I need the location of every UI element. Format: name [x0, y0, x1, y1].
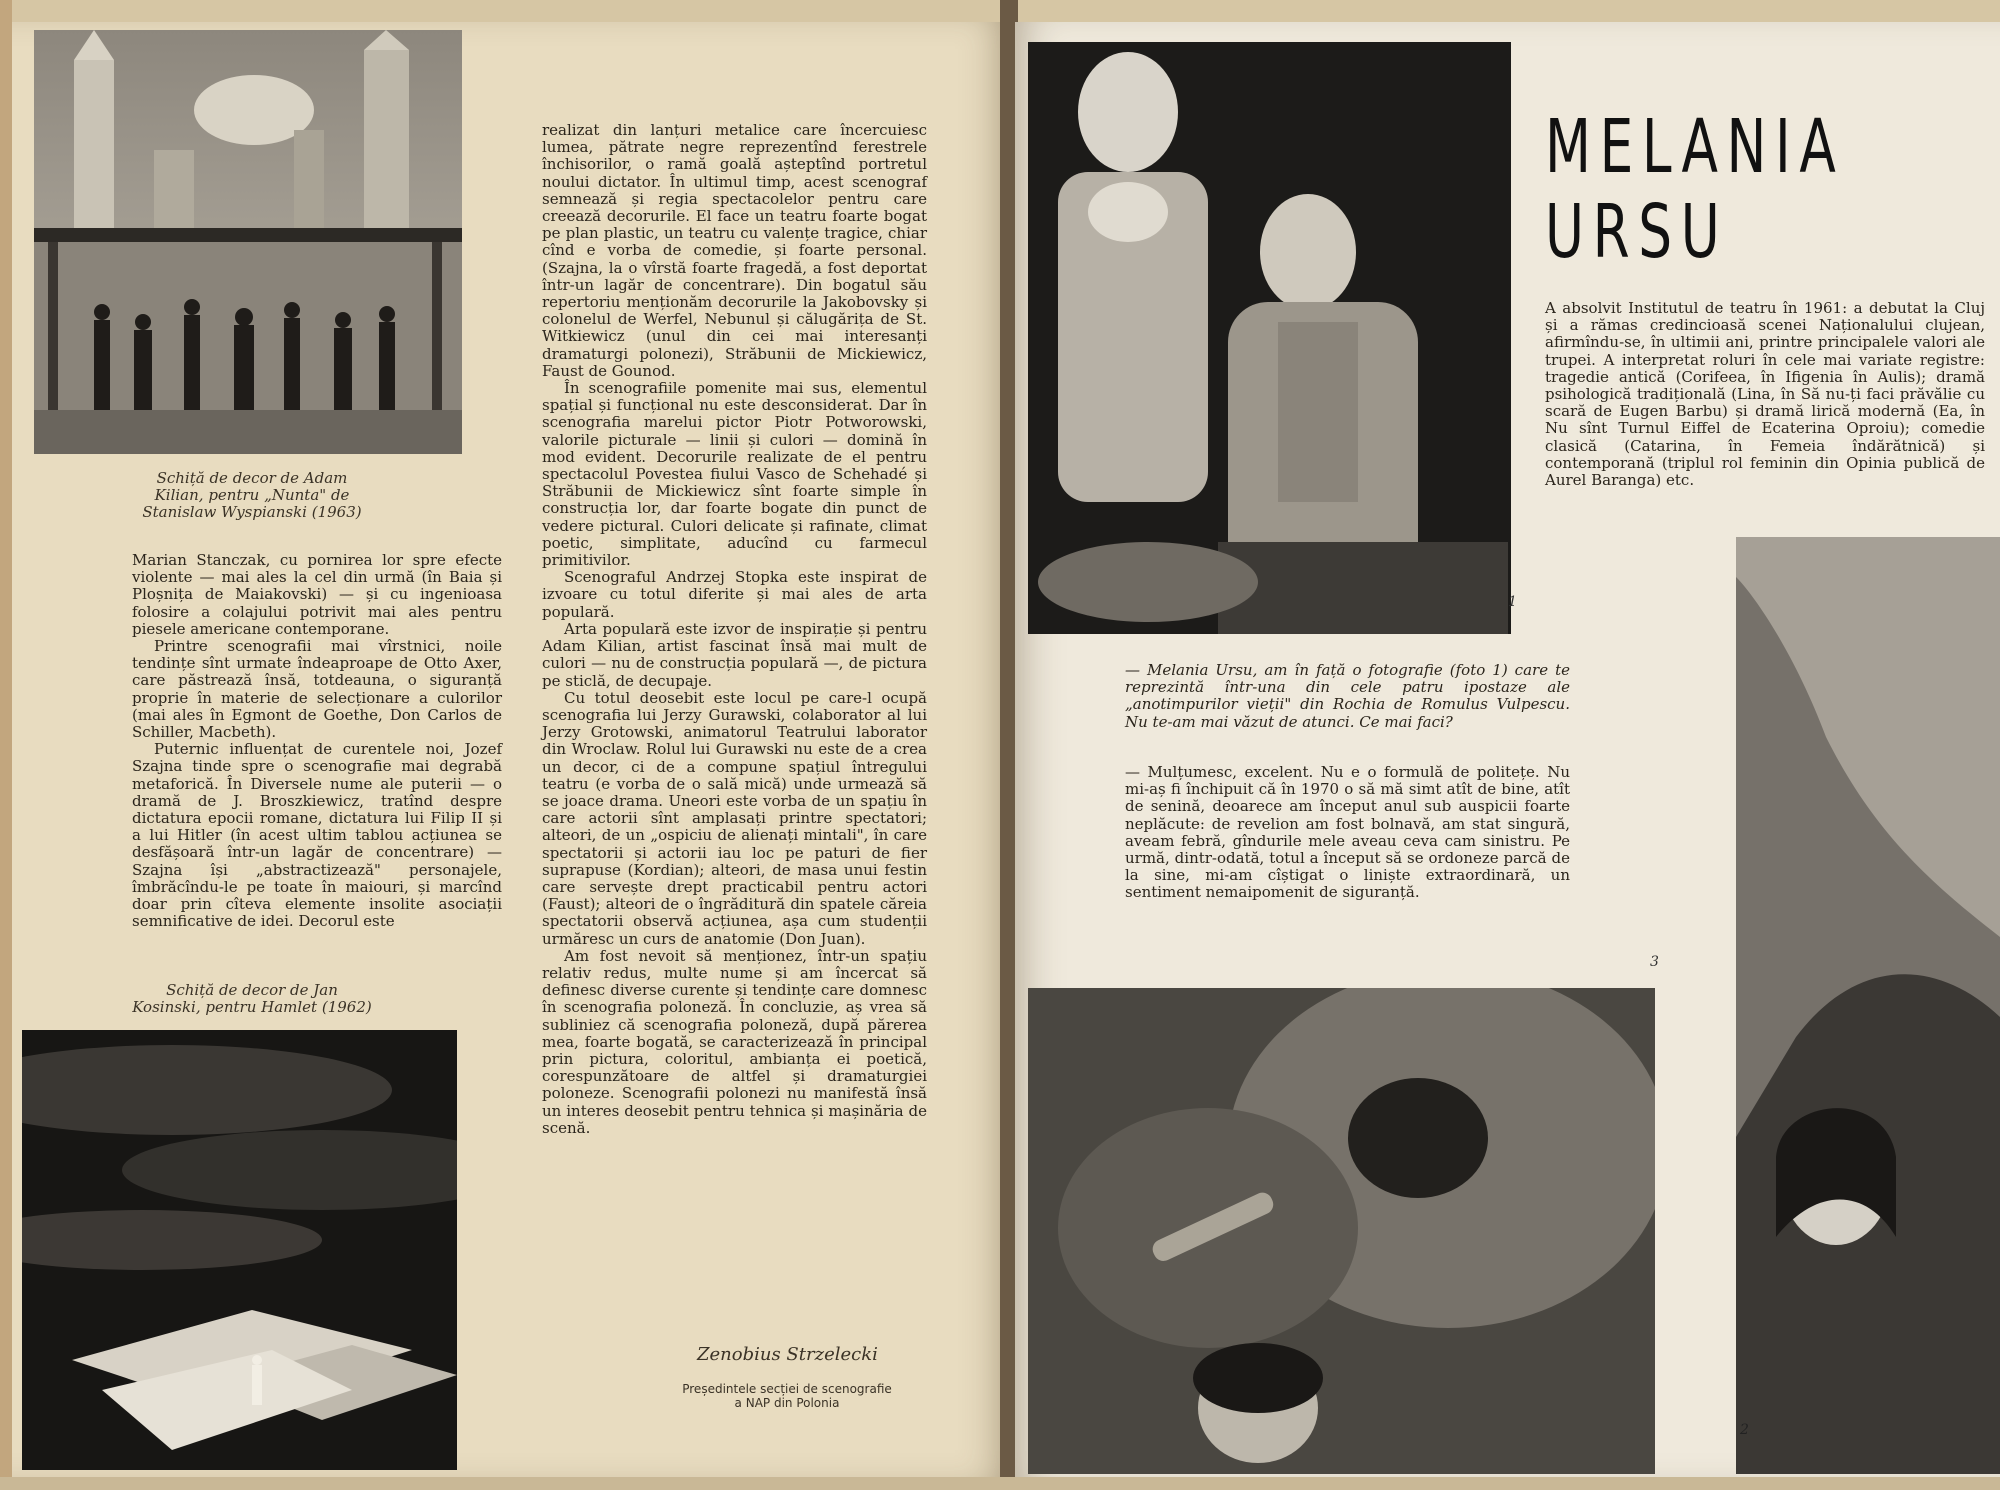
article-title-line-1: MELANIA	[1545, 104, 1845, 190]
caption-nunta-sketch: Schiță de decor de Adam Kilian, pentru „Nunta" de Stanislaw Wyspianski (1963)	[142, 469, 362, 521]
interview-question: — Melania Ursu, am în față o fotografie (foto 1) care te reprezintă într-una din cele patru ipostaze ale „anotimpurilor vieții" din Rochia de Romulus Vulpescu. Nu te-am mai văzut de atunci. Ce mai faci?	[1125, 661, 1570, 731]
paragraph: Marian Stanczak, cu pornirea lor spre efecte violente — mai ales la cel din urmă (în Baia și Ploșnița de Maiakovski) — și cu ingenioasa folosire a colajului potrivit mai ales pentru piesele americane contemporane.	[132, 551, 502, 638]
page-edge-left	[0, 0, 12, 1490]
author-role-line-2: a NAP din Polonia	[734, 1396, 840, 1410]
photo-number-1: 1	[1508, 594, 1517, 610]
stage-sketch-illustration	[34, 30, 462, 454]
left-column-1	[132, 552, 502, 930]
interview-answer: — Mulțumesc, excelent. Nu e o formulă de politețe. Nu mi-aș fi închipuit că în 1970 o să mă simt atît de bine, atît de senină, deoarece am început anul sub auspicii foarte neplăcute: de revelion am fost bolnavă, am stat singură, aveam febră, gîndurile mele aveau ceva cam sinistru. Pe urmă, dintr-odată, totul a început să se ordoneze parcă de la sine, mi-am cîștigat o liniște extraordinară, un sentiment nemaipomenit de siguranță.	[1125, 763, 1570, 902]
photo-number-3: 3	[1650, 954, 1659, 970]
author-role-line-1: Președintele secției de scenografie	[682, 1382, 892, 1396]
stage-sketch-photo-nunta	[34, 30, 462, 454]
photo-3-actress-reclining	[1028, 988, 1655, 1474]
paragraph: realizat din lanțuri metalice care încercuiesc lumea, pătrate negre reprezentînd ferestrele închisorilor, o ramă goală așteptînd portretul noului dictator. În ultimul timp, acest scenograf semnează și regia spectacolelor pentru care creează decorurile. El face un teatru foarte bogat pe plan plastic, un teatru cu valențe tragice, chiar cînd e vorba de comedie, și foarte personal. (Szajna, la o vîrstă foarte fragedă, a fost deportat într-un lagăr de concentrare). Din bogatul său repertoriu menționăm decorurile la Jakobovsky și colonelul de Werfel, Nebunul și călugărița de St. Witkiewicz (unul din cei mai interesanți dramaturgi polonezi), Străbunii de Mickiewicz, Faust de Gounod.	[542, 121, 927, 380]
page-edge-bottom	[0, 1477, 2000, 1490]
paragraph: Am fost nevoit să menționez, într-un spațiu relativ redus, multe nume și am încercat să definesc diverse curente și tendințe care domnesc în scenografia poloneză. În concluzie, aș vrea să subliniez că scenografia poloneză, după părerea mea, foarte bogată, se caracterizează în principal prin pictura, coloritul, ambianța ei poetică, corespunzătoare de altfel și dramaturgiei poloneze. Scenografii polonezi nu manifestă însă un interes deosebit pentru tehnica și mașinăria de scenă.	[542, 946, 927, 1137]
paragraph: Scenograful Andrzej Stopka este inspirat de izvoare cu totul diferite și mai ales de arta populară.	[542, 568, 927, 621]
caption-hamlet-sketch: Schiță de decor de Jan Kosinski, pentru Hamlet (1962)	[132, 981, 372, 1016]
photo-3-illustration	[1028, 988, 1655, 1474]
paragraph: Arta populară este izvor de inspirație și pentru Adam Kilian, artist fascinat însă mai mult de culori — nu de construcția populară —, de pictura pe sticlă, de decupaje.	[542, 619, 927, 690]
photo-1-illustration	[1028, 42, 1511, 634]
photo-1-two-actresses	[1028, 42, 1511, 634]
left-page	[12, 22, 1012, 1477]
stage-sketch-hamlet-illustration	[22, 1030, 457, 1470]
stage-sketch-photo-hamlet	[22, 1030, 457, 1470]
left-column-2	[542, 122, 927, 1137]
photo-number-2: 2	[1740, 1422, 1749, 1438]
paragraph: Puternic influențat de curentele noi, Jozef Szajna tinde spre o scenografie mai degrabă metaforică. În Diversele nume ale puterii — o dramă de J. Broszkiewicz, tratînd despre dictatura epocii romane, dictatura lui Filip II și a lui Hitler (în acest ultim tablou acțiunea se desfășoară într-un lagăr de concentrare) — Szajna își „abstractizează" personajele, îmbrăcîndu-le pe toate în maiouri, și marcînd doar prin cîteva elemente insolite asociații semnificative de idei. Decorul este	[132, 740, 502, 931]
photo-2-illustration	[1736, 537, 2000, 1474]
photo-2-actress-portrait	[1736, 537, 2000, 1474]
paragraph: Cu totul deosebit este locul pe care-l ocupă scenografia lui Jerzy Gurawski, colaborator al lui Jerzy Grotowski, animatorul Teatrului laborator din Wroclaw. Rolul lui Gurawski nu este de a crea un decor, ci de a compune spațiul întregului teatru (e vorba de o sală mică) unde urmează să se joace drama. Uneori este vorba de un spațiu în care actorii sînt amplasați printre spectatori; alteori, de un „ospiciu de alienați mintali", în care spectatorii și actorii iau loc pe paturi de fier suprapuse (Kordian); alteori, de masa unui festin care servește drept practicabil pentru actori (Faust); alteori de o îngrăditură din spatele căreia spectatorii observă acțiunea, așa cum studenții urmăresc un curs de anatomie (Don Juan).	[542, 688, 927, 948]
actress-bio: A absolvit Institutul de teatru în 1961: a debutat la Cluj și a rămas credincioasă scenei Naționalului clujean, afirmîndu-se, în ultimii ani, printre principalele valori ale trupei. A interpretat roluri în cele mai variate registre: tragedie antică (Corifeea, în Ifigenia în Aulis); dramă psihologică tradițională (Lina, în Să nu-ți faci prăvălie cu scară de Eugen Barbu) și dramă lirică modernă (Ea, în Nu sînt Turnul Eiffel de Ecaterina Oproiu); comedie clasică (Catarina, în Femeia îndărătnică) și contemporană (triplul rol feminin din Opinia publică de Aurel Baranga) etc.	[1545, 299, 1985, 490]
article-title-line-2: URSU	[1545, 189, 1729, 275]
paragraph: Printre scenografii mai vîrstnici, noile tendințe sînt urmate îndeaproape de Otto Axer, care păstrează însă, totdeauna, o siguranță proprie în materie de selecționare a culorilor (mai ales în Egmont de Goethe, Don Carlos de Schiller, Macbeth).	[132, 637, 502, 742]
author-signature: Zenobius Strzelecki	[697, 1344, 878, 1365]
paragraph: În scenografiile pomenite mai sus, elementul spațial și funcțional nu este desconsiderat. Dar în scenografia marelui pictor Piotr Potworowski, valorile picturale — linii și culori — domină în mod evident. Decorurile realizate de el pentru spectacolul Povestea fiului Vasco de Schehadé și Străbunii de Mickiewicz sînt foarte simple în construcția lor, dar foarte bogate din punct de vedere pictural. Culori delicate și rafinate, climat poetic, simplitate, aducînd cu farmecul primitivilor.	[542, 379, 927, 570]
right-page	[1015, 22, 2000, 1477]
